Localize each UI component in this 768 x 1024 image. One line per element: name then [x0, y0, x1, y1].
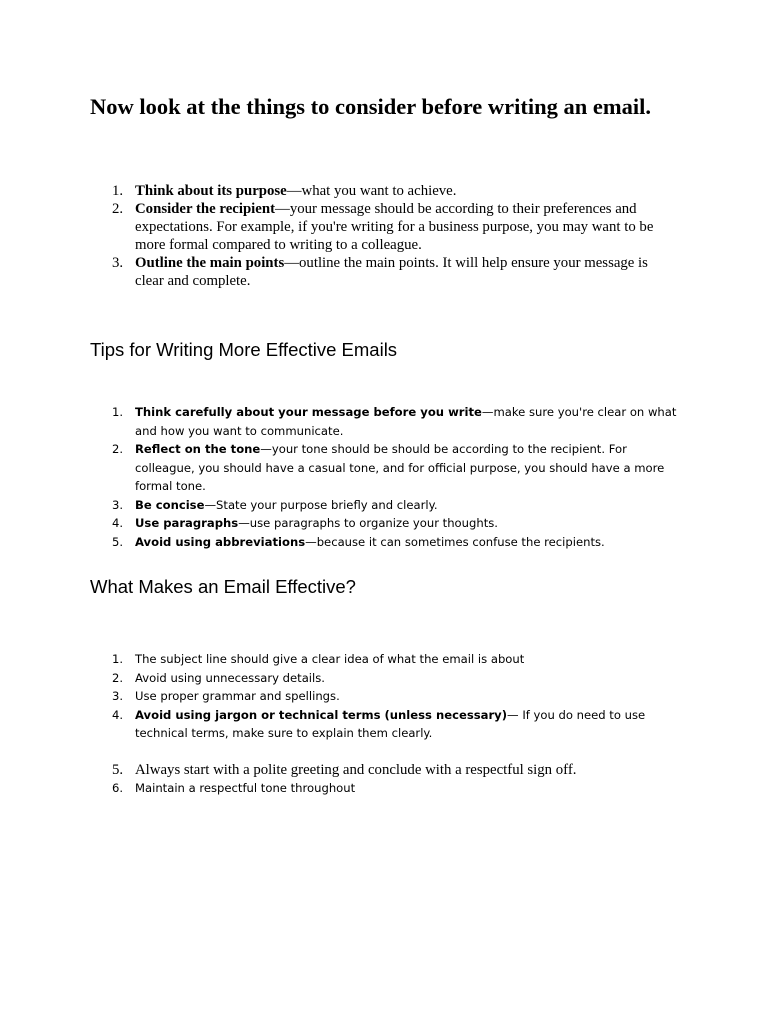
list-item	[90, 514, 690, 533]
list-item	[90, 761, 690, 779]
list-number: 4.	[112, 516, 124, 530]
item-bold-label: Consider the recipient	[135, 201, 276, 217]
item-bold-label: Reflect on the tone	[135, 442, 261, 456]
list-number: 2.	[112, 670, 124, 685]
list-item	[90, 440, 690, 496]
list-number: 5.	[112, 762, 124, 778]
list-number: 1.	[112, 652, 124, 666]
item-text: —your tone should be should be according to the recipient. For colleague, you should have a casual tone, and for official purpose, you should have a more formal tone.	[135, 442, 665, 493]
list-number: 3.	[112, 689, 124, 703]
list-number: 5.	[112, 534, 124, 549]
list-number: 1.	[112, 405, 124, 419]
list-number: 2.	[112, 442, 124, 456]
item-text: Avoid using unnecessary details.	[135, 670, 325, 685]
considerations-list	[90, 182, 675, 290]
item-bold-label: Use paragraphs	[135, 516, 239, 530]
item-bold-label: Think about its purpose	[135, 183, 287, 199]
item-text: — If you do need to use technical terms, make sure to explain them clearly.	[135, 707, 646, 740]
list-item	[90, 200, 675, 254]
item-text: Maintain a respectful tone throughout	[135, 781, 356, 795]
list-number: 3.	[112, 497, 124, 512]
item-bold-label: Outline the main points	[135, 255, 285, 271]
item-text: —make sure you're clear on what and how you want to communicate.	[135, 405, 677, 438]
list-item	[90, 182, 675, 200]
list-number: 4.	[112, 707, 124, 722]
list-item	[90, 669, 690, 688]
list-number: 6.	[112, 781, 124, 795]
list-item	[90, 496, 690, 515]
item-text: —because it can sometimes confuse the recipients.	[305, 534, 605, 549]
item-text: —State your purpose briefly and clearly.	[204, 497, 438, 512]
list-item	[90, 706, 690, 743]
list-item	[90, 779, 690, 798]
item-text: —use paragraphs to organize your thoughts.	[238, 516, 498, 530]
item-text: —outline the main points. It will help ensure your message is clear and complete.	[135, 255, 648, 289]
list-item	[90, 403, 690, 440]
list-number: 2.	[112, 201, 124, 217]
list-item	[90, 533, 690, 552]
tips-list	[90, 403, 690, 551]
item-text: —your message should be according to their preferences and expectations. For example, if you're writing for a business purpose, you may want to be more formal compared to writing to a colleague.	[135, 201, 654, 253]
effective-list-continued	[90, 761, 690, 798]
page-title: Now look at the things to consider before writing an email.	[90, 94, 652, 119]
item-text: Use proper grammar and spellings.	[135, 689, 340, 703]
list-number: 1.	[112, 183, 124, 199]
tips-heading: Tips for Writing More Effective Emails	[90, 339, 398, 360]
list-number: 3.	[112, 255, 124, 271]
effective-list	[90, 650, 690, 743]
list-item	[90, 687, 690, 706]
effective-heading: What Makes an Email Effective?	[90, 576, 356, 597]
item-bold-label: Avoid using abbreviations	[135, 534, 306, 549]
list-item	[90, 650, 690, 669]
item-text: —what you want to achieve.	[286, 183, 457, 199]
item-bold-label: Be concise	[135, 497, 205, 512]
item-text: The subject line should give a clear idea of what the email is about	[135, 652, 525, 666]
item-text: Always start with a polite greeting and conclude with a respectful sign off.	[135, 762, 577, 778]
item-bold-label: Think carefully about your message before you write	[135, 405, 482, 419]
item-bold-label: Avoid using jargon or technical terms (unless necessary)	[135, 707, 508, 722]
list-item	[90, 254, 675, 290]
